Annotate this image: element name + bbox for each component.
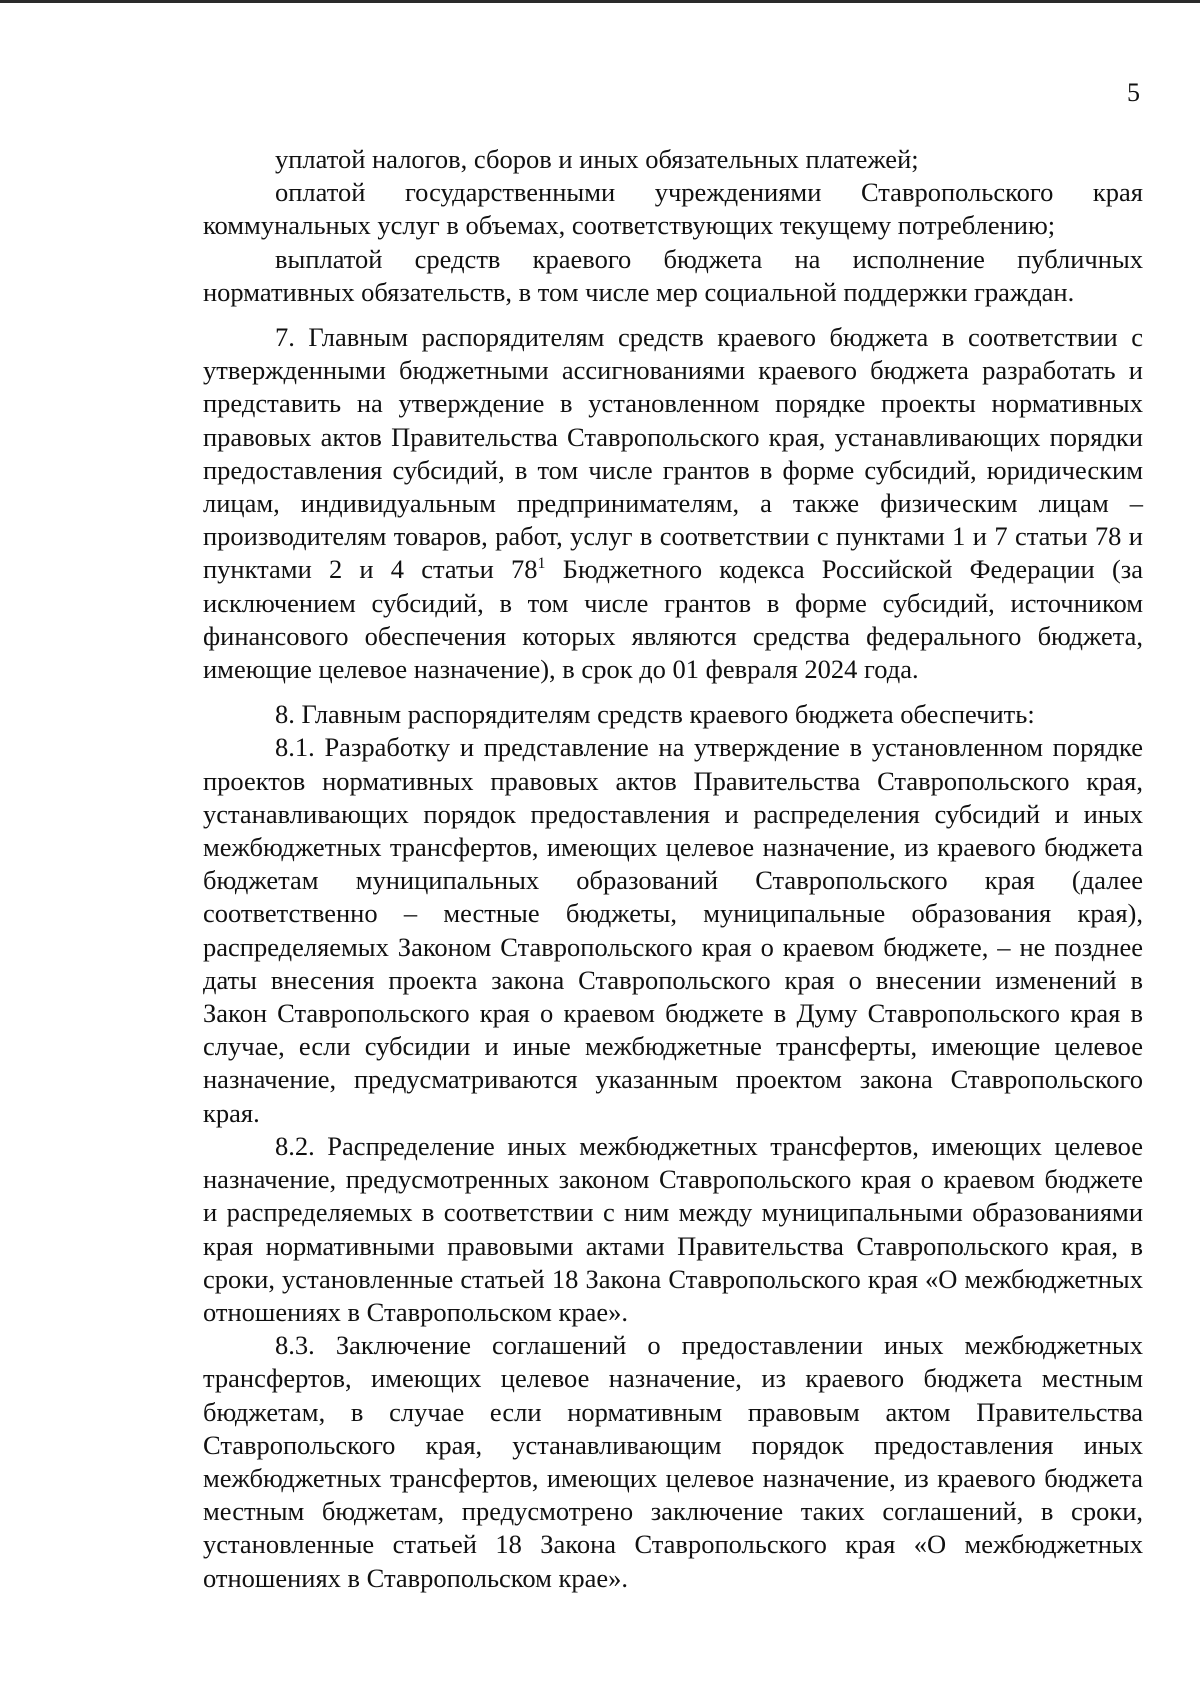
paragraph-item-7-text-after-superscript: Бюджетного кодекса Российской Федерации (за исключением субсидий, в том числе грантов в форме субсидий, источником финансового обеспечения которых являются средства федерального бюджета, имеющие целевое назначение), в срок до 01 февраля 2024 года.	[203, 554, 1143, 685]
top-scan-border	[0, 0, 1200, 3]
document-body	[203, 143, 1143, 1595]
paragraph-public-obligations: выплатой средств краевого бюджета на исполнение публичных нормативных обязательств, в том числе мер социальной поддержки граждан.	[203, 243, 1143, 307]
paragraph-item-7-text-before-superscript: 7. Главным распорядителям средств краевого бюджета в соответствии с утвержденными бюджетными ассигнованиями краевого бюджета разработать и представить на утверждение в установленном порядке проекты нормативных правовых актов Правительства Ставропольского края, устанавливающих порядки предоставления субсидий, в том числе грантов в форме субсидий, юридическим лицам, индивидуальным предпринимателям, а также физическим лицам – производителям товаров, работ, услуг в соответствии с пунктами 1 и 7 статьи 78 и пунктами 2 и 4 статьи 78	[203, 322, 1143, 585]
paragraph-item-7	[203, 321, 1143, 686]
article-superscript: 1	[537, 555, 546, 573]
paragraph-item-8: 8. Главным распорядителям средств краевого бюджета обеспечить:	[275, 699, 1035, 730]
paragraph-taxes-payment: уплатой налогов, сборов и иных обязательных платежей;	[275, 144, 919, 174]
page-number: 5	[1127, 78, 1140, 107]
paragraph-item-8-1: 8.1. Разработку и представление на утверждение в установленном порядке проектов нормативных правовых актов Правительства Ставропольского края, устанавливающих порядок предоставления и распределения субсидий и иных межбюджетных трансфертов, имеющих целевое назначение, из краевого бюджета бюджетам муниципальных образований Ставропольского края (далее соответственно – местные бюджеты, муниципальные образования края), распределяемых Законом Ставропольского края о краевом бюджете, – не позднее даты внесения проекта закона Ставропольского края о внесении изменений в Закон Ставропольского края о краевом бюджете в Думу Ставропольского края в случае, если субсидии и иные межбюджетные трансферты, имеющие целевое назначение, предусматриваются указанным проектом закона Ставропольского края.	[203, 732, 1143, 1128]
paragraph-utilities-payment: оплатой государственными учреждениями Ставропольского края коммунальных услуг в объемах, соответствующих текущему потреблению;	[203, 177, 1143, 241]
paragraph-item-8-2: 8.2. Распределение иных межбюджетных трансфертов, имеющих целевое назначение, предусмотренных законом Ставропольского края о краевом бюджете и распределяемых в соответствии с ним между муниципальными образованиями края нормативными правовыми актами Правительства Ставропольского края, в сроки, установленные статьей 18 Закона Ставропольского края «О межбюджетных отношениях в Ставропольском крае».	[203, 1130, 1143, 1327]
paragraph-item-8-3: 8.3. Заключение соглашений о предоставлении иных межбюджетных трансфертов, имеющих целевое назначение, из краевого бюджета местным бюджетам, в случае если нормативным правовым актом Правительства Ставропольского края, устанавливающим порядок предоставления иных межбюджетных трансфертов, имеющих целевое назначение, из краевого бюджета местным бюджетам, предусмотрено заключение таких соглашений, в сроки, установленные статьей 18 Закона Ставропольского края «О межбюджетных отношениях в Ставропольском крае».	[203, 1330, 1143, 1593]
